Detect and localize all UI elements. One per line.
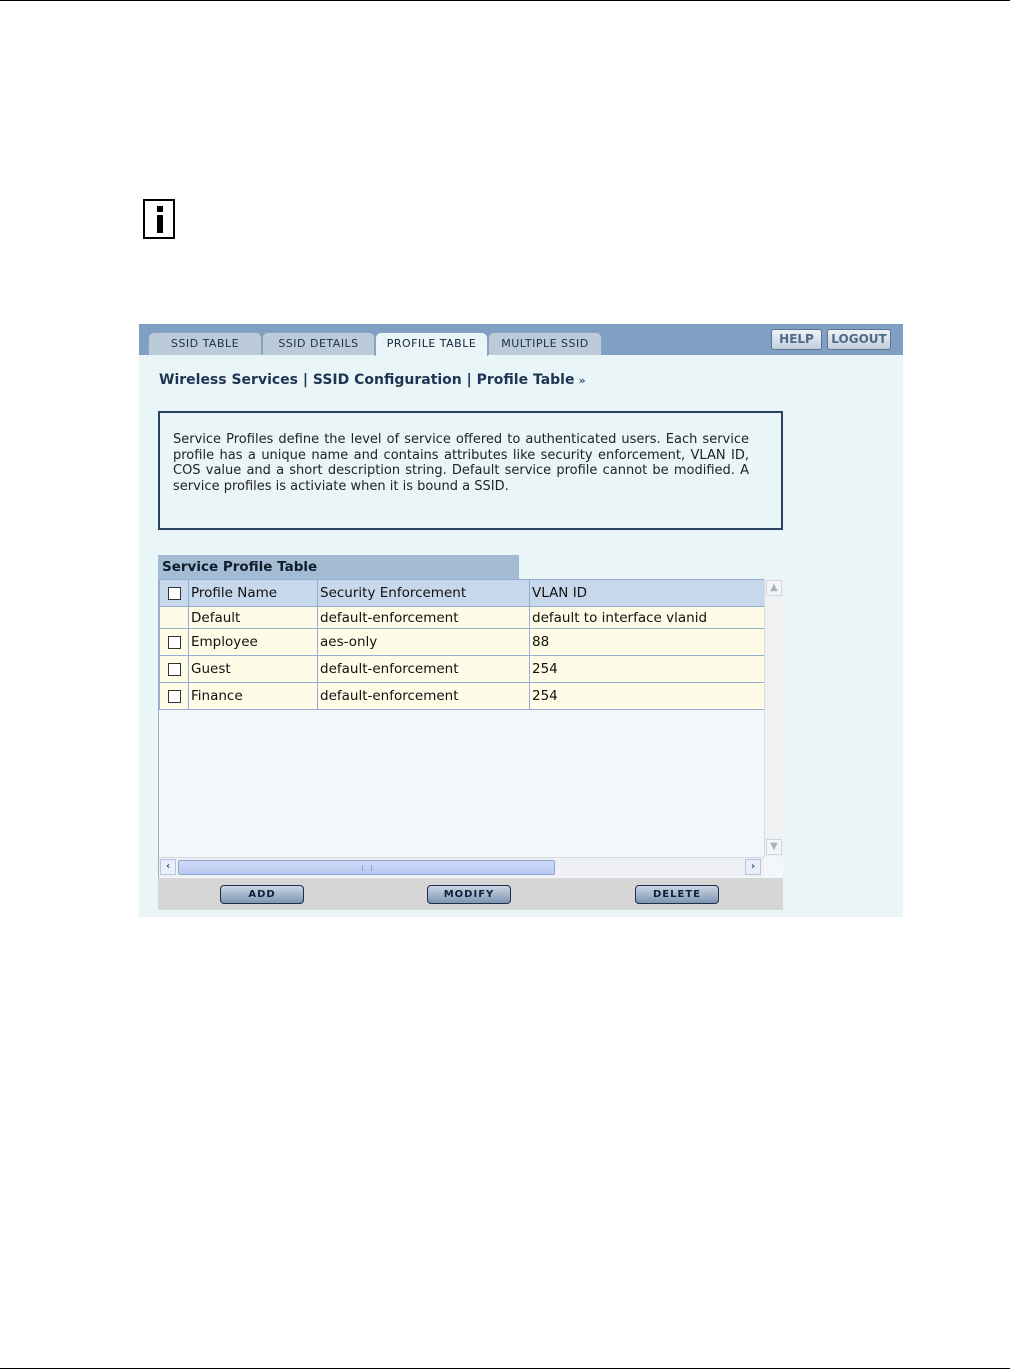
- add-button[interactable]: ADD: [220, 885, 304, 904]
- cell-profile-name: Default: [189, 607, 318, 629]
- cell-profile-name: Employee: [189, 629, 318, 656]
- cell-vlan-id: 254: [530, 683, 765, 710]
- breadcrumb-text: Wireless Services | SSID Configuration | Profile Table: [159, 372, 575, 388]
- cell-profile-name: Finance: [189, 683, 318, 710]
- service-profile-table: [159, 579, 765, 710]
- cell-security-enforcement: aes-only: [318, 629, 530, 656]
- tab-bar: [139, 324, 903, 355]
- help-button[interactable]: HELP: [771, 329, 822, 350]
- cell-security-enforcement: default-enforcement: [318, 607, 530, 629]
- column-header-vlan-id: VLAN ID: [530, 580, 765, 607]
- table-header-row: [160, 580, 765, 607]
- web-admin-window: [139, 324, 903, 917]
- cell-vlan-id: 88: [530, 629, 765, 656]
- delete-button[interactable]: DELETE: [635, 885, 719, 904]
- cell-profile-name: Guest: [189, 656, 318, 683]
- top-page-rule: [0, 0, 1010, 1]
- table-row: [160, 629, 765, 656]
- select-all-cell: [160, 580, 189, 607]
- chevron-down-icon[interactable]: ▼: [766, 839, 782, 855]
- horizontal-scrollbar[interactable]: [159, 857, 764, 877]
- cell-security-enforcement: default-enforcement: [318, 683, 530, 710]
- vertical-scrollbar[interactable]: [764, 579, 783, 857]
- description-box: [158, 411, 783, 530]
- service-profile-table-panel: [158, 579, 783, 878]
- action-footer: [158, 878, 783, 910]
- checkbox-cell: [160, 656, 189, 683]
- modify-button[interactable]: MODIFY: [427, 885, 511, 904]
- description-text: Service Profiles define the level of service offered to authenticated users. Each service profile has a unique name and contains attributes like security enforcement, VLAN ID, COS value and a short description string. Default service profile cannot be modified. A service profiles is activiate when it is bound a SSID.: [173, 432, 749, 494]
- tab-multiple-ssid[interactable]: MULTIPLE SSID: [488, 332, 602, 355]
- horizontal-scroll-thumb[interactable]: [178, 860, 555, 875]
- empty-checkbox-cell: [160, 607, 189, 629]
- tab-profile-table[interactable]: PROFILE TABLE: [375, 332, 488, 356]
- table-row: [160, 607, 765, 629]
- tab-ssid-details[interactable]: SSID DETAILS: [262, 332, 375, 355]
- table-row: [160, 656, 765, 683]
- chevron-up-icon[interactable]: ▲: [766, 580, 782, 596]
- chevron-left-icon[interactable]: ‹: [160, 859, 176, 875]
- logout-button[interactable]: LOGOUT: [827, 329, 891, 350]
- row-checkbox[interactable]: [168, 636, 181, 649]
- row-checkbox[interactable]: [168, 663, 181, 676]
- tab-ssid-table[interactable]: SSID TABLE: [148, 332, 262, 355]
- checkbox-cell: [160, 683, 189, 710]
- column-header-security-enforcement: Security Enforcement: [318, 580, 530, 607]
- chevron-right-icon[interactable]: ›: [745, 859, 761, 875]
- cell-vlan-id: 254: [530, 656, 765, 683]
- column-header-profile-name: Profile Name: [189, 580, 318, 607]
- info-icon: [143, 199, 175, 239]
- double-chevron-right-icon: »: [578, 374, 586, 387]
- breadcrumb: [159, 372, 586, 388]
- select-all-checkbox[interactable]: [168, 587, 181, 600]
- checkbox-cell: [160, 629, 189, 656]
- cell-vlan-id: default to interface vlanid: [530, 607, 765, 629]
- cell-security-enforcement: default-enforcement: [318, 656, 530, 683]
- table-title: Service Profile Table: [158, 555, 519, 579]
- table-row: [160, 683, 765, 710]
- row-checkbox[interactable]: [168, 690, 181, 703]
- bottom-page-rule: [0, 1368, 1010, 1369]
